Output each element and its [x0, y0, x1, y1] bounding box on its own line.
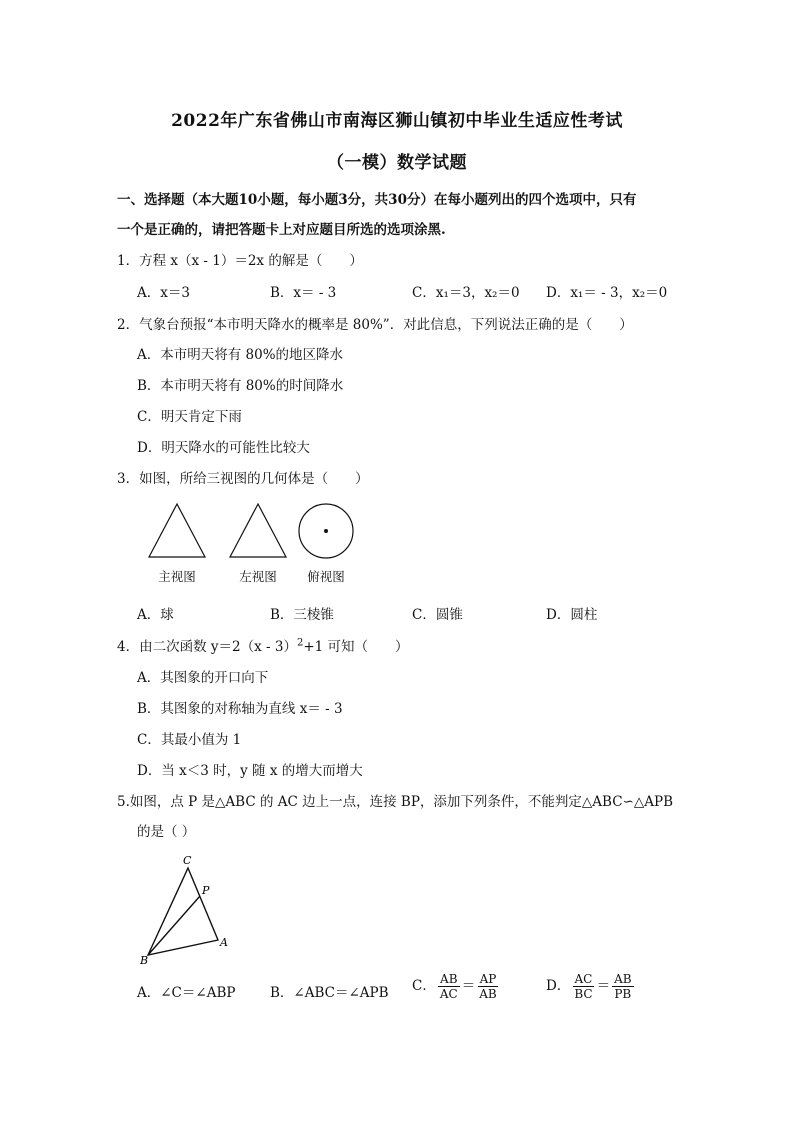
q4-option-c: C．其最小值为 1 [137, 732, 242, 748]
fraction-numerator: AB [440, 972, 458, 986]
fraction-numerator: AC [574, 972, 593, 986]
q5-option-d [546, 972, 636, 1001]
q5-option-c [412, 972, 501, 1001]
q3-option-a: A．球 [137, 607, 174, 623]
top-view-label: 俯视图 [307, 569, 345, 584]
fraction-numerator: AB [614, 972, 632, 986]
q3-option-c: C．圆锥 [412, 607, 463, 623]
q5-option-c-fraction1 [438, 972, 460, 1001]
q4-option-b: B．其图象的对称轴为直线 x＝ - 3 [137, 701, 343, 717]
q3-option-d: D．圆柱 [546, 607, 598, 623]
q2-stem: 2．气象台预报“本市明天降水的概率是 80%”．对此信息，下列说法正确的是（ ） [117, 317, 633, 333]
q2-option-d: D．明天降水的可能性比较大 [137, 440, 310, 456]
q5-option-a: A．∠C＝∠ABP [137, 985, 236, 1001]
q2-option-b: B．本市明天将有 80%的时间降水 [137, 378, 344, 394]
q5-stem-line2: 的是（ ） [137, 824, 196, 840]
q2-option-a: A．本市明天将有 80%的地区降水 [137, 347, 344, 363]
q1-option-c: C．x₁＝3，x₂＝0 [412, 285, 520, 301]
label-c: C [183, 854, 192, 867]
q1-option-b: B．x＝ - 3 [270, 285, 337, 301]
q5-option-c-prefix: C． [412, 978, 436, 994]
q1-option-d: D．x₁＝ - 3，x₂＝0 [546, 285, 668, 301]
equals-sign: ＝ [461, 978, 476, 994]
q5-option-d-prefix: D． [546, 978, 571, 994]
exam-title: 2022年广东省佛山市南海区狮山镇初中毕业生适应性考试 [171, 111, 623, 131]
fraction-denominator: AC [439, 987, 458, 1001]
exam-subtitle: （一模）数学试题 [327, 153, 467, 173]
q1-stem: 1．方程 x（x - 1）＝2x 的解是（ ） [117, 253, 363, 269]
fraction-numerator: AP [479, 972, 497, 986]
q5-stem-line1: 5.如图，点 P 是△ABC 的 AC 边上一点，连接 BP，添加下列条件，不能判定△ABC∽△APB [117, 794, 674, 810]
q2-option-c: C．明天肯定下雨 [137, 409, 242, 425]
q4-option-d: D．当 x＜3 时，y 随 x 的增大而增大 [137, 763, 363, 779]
label-b: B [140, 954, 149, 967]
fraction-denominator: PB [614, 987, 632, 1001]
section-heading-line1: 一、选择题（本大题10小题，每小题3分，共30分）在每小题列出的四个选项中，只有 [117, 192, 637, 208]
q4-stem-part2: +1 可知（ ） [303, 639, 409, 655]
fraction-denominator: AB [479, 987, 497, 1001]
fraction-denominator: BC [574, 987, 593, 1001]
equals-sign: ＝ [596, 978, 611, 994]
triangle-abc [148, 868, 218, 955]
q3-stem: 3．如图，所给三视图的几何体是（ ） [117, 471, 369, 487]
q5-option-d-fraction1 [572, 972, 594, 1001]
q4-stem-part1: 4．由二次函数 y＝2（x - 3） [117, 639, 297, 655]
q4-stem-exponent: 2 [296, 637, 304, 649]
q3-option-b: B．三棱锥 [270, 607, 334, 623]
q5-option-b: B．∠ABC＝∠APB [270, 985, 389, 1001]
q5-option-d-fraction2 [612, 972, 633, 1001]
label-a: A [220, 936, 228, 949]
side-view-label: 左视图 [239, 569, 277, 584]
q4-option-a: A．其图象的开口向下 [137, 670, 269, 686]
label-p: P [202, 884, 210, 897]
q1-option-a: A．x＝3 [137, 285, 190, 301]
front-view-label: 主视图 [158, 569, 196, 584]
section-heading-line2: 一个是正确的，请把答题卡上对应题目所选的选项涂黑. [117, 222, 446, 238]
q5-option-c-fraction2 [477, 972, 498, 1001]
